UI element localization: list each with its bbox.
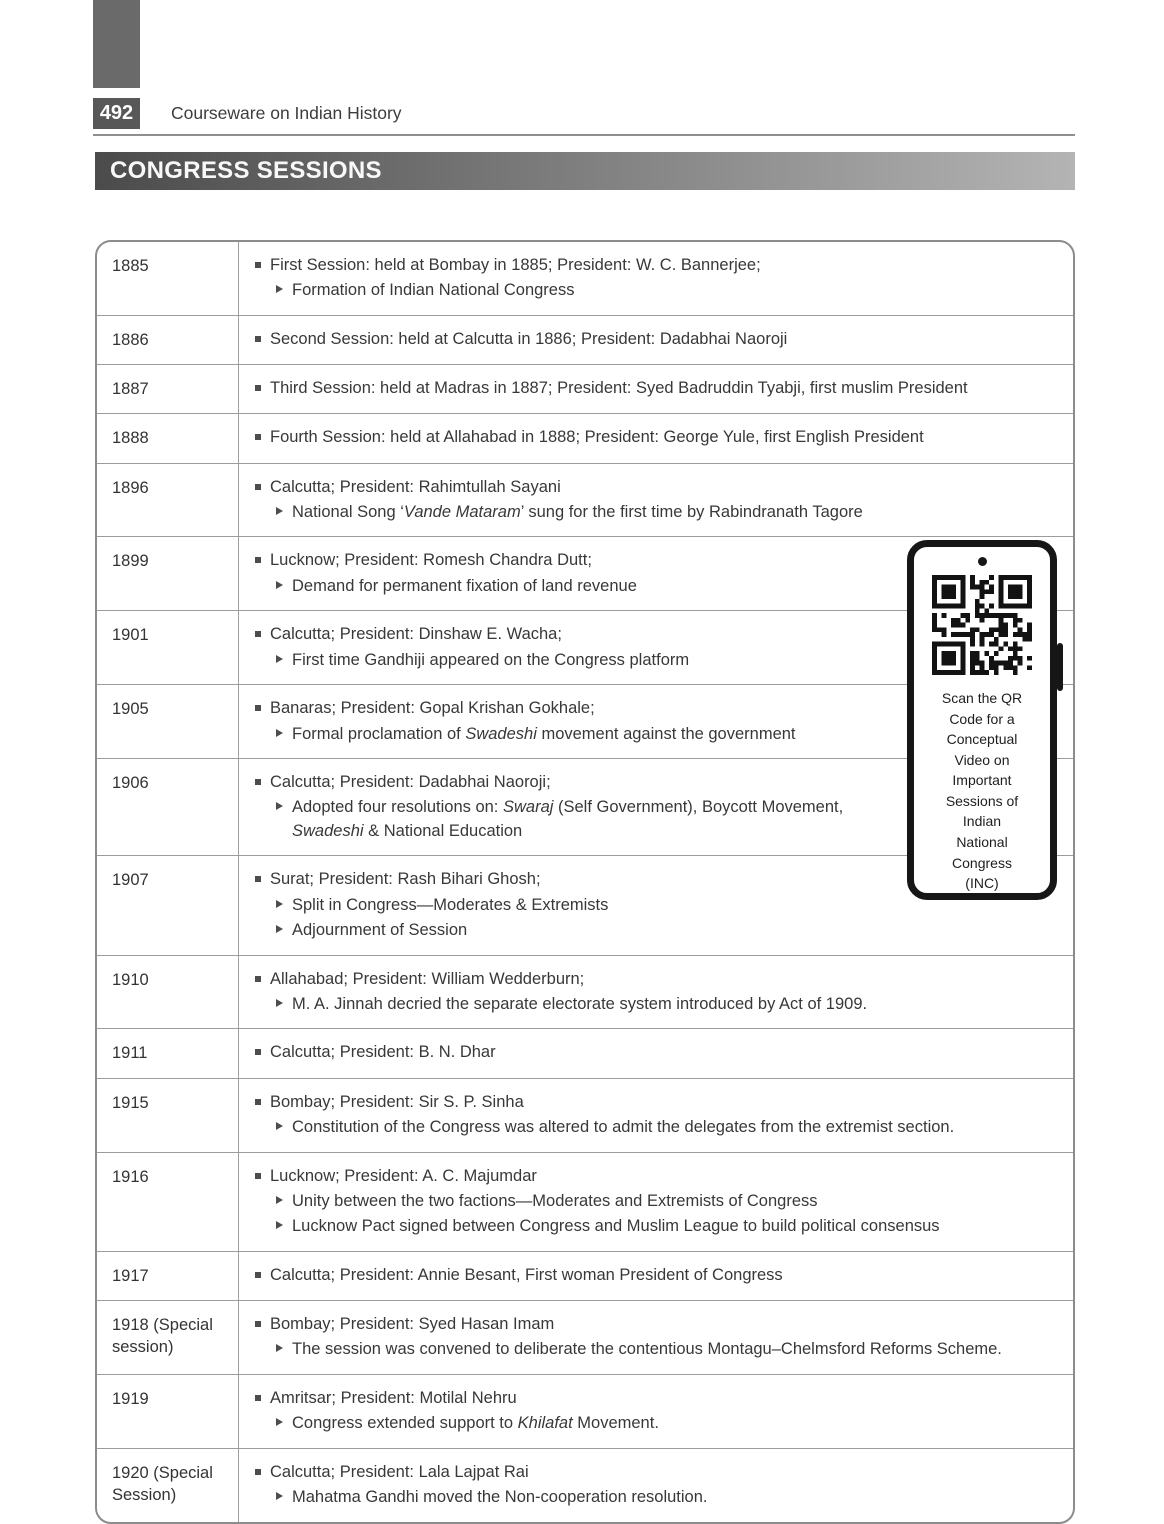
year-cell: 1907 xyxy=(97,856,239,954)
table-row xyxy=(97,242,1073,315)
session-sub-item xyxy=(276,993,878,1016)
arrow-bullet-icon xyxy=(276,925,283,933)
page-edge-tab xyxy=(93,0,140,88)
content-cell xyxy=(239,242,1073,315)
session-main-text: Calcutta; President: Dadabhai Naoroji; xyxy=(270,773,551,792)
session-main-item xyxy=(255,1091,1055,1114)
square-bullet-icon xyxy=(255,876,261,882)
arrow-bullet-icon xyxy=(276,1492,283,1500)
arrow-bullet-icon xyxy=(276,285,283,293)
arrow-bullet-icon xyxy=(276,581,283,589)
qr-caption-line: Indian xyxy=(962,813,1002,830)
session-main-text: First Session: held at Bombay in 1885; President: W. C. Bannerjee; xyxy=(270,256,761,274)
table-row xyxy=(97,1028,1073,1077)
session-main-text: Third Session: held at Madras in 1887; President: Syed Badruddin Tyabji, first muslim President xyxy=(270,379,968,398)
table-row xyxy=(97,1078,1073,1152)
year-cell: 1919 xyxy=(97,1375,239,1448)
session-main-text: Amritsar; President: Motilal Nehru xyxy=(270,1388,517,1407)
square-bullet-icon xyxy=(255,976,261,982)
square-bullet-icon xyxy=(255,1469,261,1475)
content-cell xyxy=(239,1375,1073,1448)
content-cell xyxy=(239,1449,1073,1522)
year-cell: 1916 xyxy=(97,1153,239,1251)
session-main-item xyxy=(255,968,878,991)
year-cell: 1906 xyxy=(97,759,239,855)
session-main-item xyxy=(255,549,878,572)
year-cell: 1905 xyxy=(97,685,239,758)
session-sub-text: Mahatma Gandhi moved the Non-cooperation resolution. xyxy=(292,1488,708,1507)
square-bullet-icon xyxy=(255,557,261,563)
session-main-item xyxy=(255,426,1055,449)
arrow-bullet-icon xyxy=(276,1344,283,1352)
qr-caption-line: Conceptual xyxy=(946,731,1018,748)
qr-caption-line: Code for a xyxy=(949,710,1015,727)
session-main-item xyxy=(255,1461,1055,1484)
qr-caption-line: Sessions of xyxy=(945,792,1019,809)
session-main-item xyxy=(255,1387,1055,1410)
session-sub-text: Adopted four resolutions on: Swaraj (Self Government), Boycott Movement, Swadeshi & National Education xyxy=(292,798,844,840)
arrow-bullet-icon xyxy=(276,1221,283,1229)
arrow-bullet-icon xyxy=(276,1122,283,1130)
session-main-item xyxy=(255,328,1055,351)
session-sub-item xyxy=(276,501,1055,524)
arrow-bullet-icon xyxy=(276,999,283,1007)
square-bullet-icon xyxy=(255,1272,261,1278)
table-row xyxy=(97,1300,1073,1374)
session-main-item xyxy=(255,1313,1055,1336)
session-sub-text: Split in Congress—Moderates & Extremists xyxy=(292,895,609,914)
year-cell: 1888 xyxy=(97,414,239,462)
session-sub-text: National Song ‘Vande Mataram’ sung for the first time by Rabindranath Tagore xyxy=(292,503,863,522)
session-sub-item xyxy=(276,1215,1055,1238)
session-sub-text: Constitution of the Congress was altered to admit the delegates from the extremist section. xyxy=(292,1118,955,1137)
page-number: 492 xyxy=(93,98,140,129)
content-cell xyxy=(239,1029,1073,1077)
session-sub-item xyxy=(276,1486,1055,1509)
chapter-title-bar: CONGRESS SESSIONS xyxy=(95,152,1075,190)
session-sub-item xyxy=(276,649,878,672)
session-main-text: Calcutta; President: Annie Besant, First woman President of Congress xyxy=(270,1265,783,1284)
session-sub-text: Adjournment of Session xyxy=(292,921,468,940)
session-main-item xyxy=(255,697,878,720)
year-cell: 1917 xyxy=(97,1252,239,1300)
session-main-text: Second Session: held at Calcutta in 1886; President: Dadabhai Naoroji xyxy=(270,329,788,348)
session-sub-item xyxy=(276,279,1055,302)
session-sub-text: Formal proclamation of Swadeshi movement against the government xyxy=(292,724,796,743)
session-main-text: Banaras; President: Gopal Krishan Gokhale; xyxy=(270,699,595,718)
book-header-title: Courseware on Indian History xyxy=(171,103,402,123)
session-main-item xyxy=(255,377,1055,400)
session-sub-item xyxy=(276,1338,1055,1361)
session-sub-text: First time Gandhiji appeared on the Congress platform xyxy=(292,650,690,669)
table-row xyxy=(97,364,1073,413)
table-row xyxy=(97,1251,1073,1300)
table-row xyxy=(97,1152,1073,1251)
table-row xyxy=(97,315,1073,364)
session-main-text: Calcutta; President: Rahimtullah Sayani xyxy=(270,477,561,496)
square-bullet-icon xyxy=(255,1099,261,1105)
session-sub-item xyxy=(276,919,878,942)
content-cell xyxy=(239,316,1073,364)
square-bullet-icon xyxy=(255,385,261,391)
square-bullet-icon xyxy=(255,1321,261,1327)
year-cell: 1918 (Special session) xyxy=(97,1301,239,1374)
year-cell: 1899 xyxy=(97,537,239,610)
square-bullet-icon xyxy=(255,434,261,440)
square-bullet-icon xyxy=(255,1395,261,1401)
session-main-item xyxy=(255,623,878,646)
session-main-item xyxy=(255,254,1055,277)
table-row xyxy=(97,955,1073,1029)
square-bullet-icon xyxy=(255,779,261,785)
session-main-text: Calcutta; President: Lala Lajpat Rai xyxy=(270,1462,529,1481)
square-bullet-icon xyxy=(255,1173,261,1179)
session-main-item xyxy=(255,1041,1055,1064)
qr-caption-line: National xyxy=(956,834,1008,851)
year-cell: 1911 xyxy=(97,1029,239,1077)
square-bullet-icon xyxy=(255,336,261,342)
session-main-text: Bombay; President: Sir S. P. Sinha xyxy=(270,1092,524,1111)
year-cell: 1886 xyxy=(97,316,239,364)
session-main-text: Fourth Session: held at Allahabad in 1888; President: George Yule, first English President xyxy=(270,428,924,447)
session-main-text: Calcutta; President: Dinshaw E. Wacha; xyxy=(270,625,562,644)
session-sub-item xyxy=(276,575,878,598)
arrow-bullet-icon xyxy=(276,900,283,908)
year-cell: 1901 xyxy=(97,611,239,684)
session-main-text: Bombay; President: Syed Hasan Imam xyxy=(270,1315,555,1334)
qr-caption-line: Important xyxy=(952,772,1012,789)
content-cell xyxy=(239,1252,1073,1300)
session-sub-text: Lucknow Pact signed between Congress and Muslim League to build political consensus xyxy=(292,1217,940,1236)
session-sub-text: Unity between the two factions—Moderates and Extremists of Congress xyxy=(292,1191,818,1210)
qr-caption-line: Video on xyxy=(954,751,1010,768)
phone-speaker-dot xyxy=(978,557,987,566)
session-main-item xyxy=(255,771,878,794)
session-sub-item xyxy=(276,1190,1055,1213)
session-sub-item xyxy=(276,894,878,917)
session-main-text: Lucknow; President: A. C. Majumdar xyxy=(270,1166,537,1185)
arrow-bullet-icon xyxy=(276,1418,283,1426)
table-row xyxy=(97,1448,1073,1522)
congress-sessions-table xyxy=(95,240,1075,1524)
square-bullet-icon xyxy=(255,262,261,268)
content-cell xyxy=(239,1301,1073,1374)
arrow-bullet-icon xyxy=(276,655,283,663)
square-bullet-icon xyxy=(255,631,261,637)
session-main-text: Surat; President: Rash Bihari Ghosh; xyxy=(270,870,541,889)
session-sub-text: The session was convened to deliberate the contentious Montagu–Chelmsford Reforms Scheme. xyxy=(292,1340,1002,1359)
year-cell: 1920 (Special Session) xyxy=(97,1449,239,1522)
session-sub-text: Formation of Indian National Congress xyxy=(292,281,575,300)
content-cell xyxy=(239,1079,1073,1152)
arrow-bullet-icon xyxy=(276,1196,283,1204)
content-cell xyxy=(239,365,1073,413)
session-main-item xyxy=(255,476,1055,499)
year-cell: 1915 xyxy=(97,1079,239,1152)
year-cell: 1910 xyxy=(97,956,239,1029)
content-cell xyxy=(239,1153,1073,1251)
phone-side-button xyxy=(1057,643,1063,691)
qr-code xyxy=(932,575,1032,675)
content-cell xyxy=(239,956,1073,1029)
square-bullet-icon xyxy=(255,1049,261,1055)
arrow-bullet-icon xyxy=(276,802,283,810)
session-sub-text: M. A. Jinnah decried the separate electorate system introduced by Act of 1909. xyxy=(292,994,868,1013)
qr-caption-line: Scan the QR xyxy=(941,690,1023,706)
qr-caption xyxy=(924,688,1040,894)
table-row xyxy=(97,413,1073,462)
session-sub-item xyxy=(276,796,878,843)
session-sub-text: Congress extended support to Khilafat Movement. xyxy=(292,1414,659,1433)
session-sub-item xyxy=(276,723,878,746)
table-row xyxy=(97,463,1073,537)
qr-phone xyxy=(907,540,1057,900)
header-divider xyxy=(93,134,1075,136)
session-sub-item xyxy=(276,1412,1055,1435)
session-sub-text: Demand for permanent fixation of land revenue xyxy=(292,576,637,595)
session-sub-item xyxy=(276,1116,1055,1139)
content-cell xyxy=(239,414,1073,462)
square-bullet-icon xyxy=(255,705,261,711)
session-main-item xyxy=(255,1264,1055,1287)
session-main-item xyxy=(255,868,878,891)
session-main-text: Allahabad; President: William Wedderburn; xyxy=(270,969,585,988)
session-main-text: Lucknow; President: Romesh Chandra Dutt; xyxy=(270,551,592,570)
arrow-bullet-icon xyxy=(276,729,283,737)
square-bullet-icon xyxy=(255,484,261,490)
session-main-text: Calcutta; President: B. N. Dhar xyxy=(270,1043,496,1062)
qr-caption-line: (INC) xyxy=(965,875,999,892)
arrow-bullet-icon xyxy=(276,507,283,515)
table-row xyxy=(97,1374,1073,1448)
qr-caption-line: Congress xyxy=(952,854,1012,871)
content-cell xyxy=(239,464,1073,537)
year-cell: 1887 xyxy=(97,365,239,413)
session-main-item xyxy=(255,1165,1055,1188)
year-cell: 1896 xyxy=(97,464,239,537)
year-cell: 1885 xyxy=(97,242,239,315)
